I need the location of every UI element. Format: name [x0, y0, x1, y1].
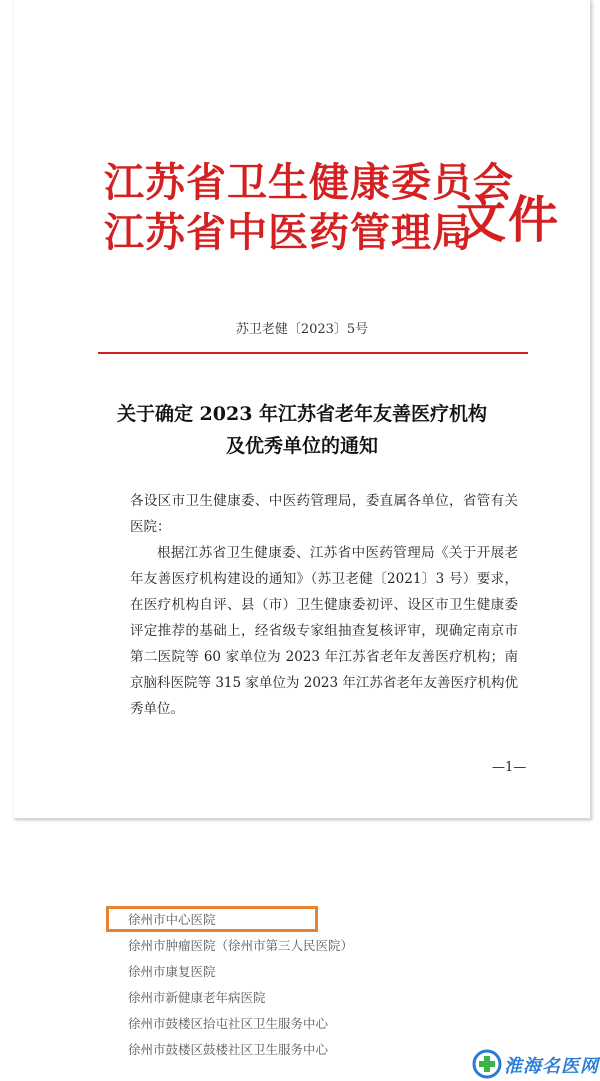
title-line-2: 及优秀单位的通知	[225, 435, 378, 457]
page-number: —1—	[492, 760, 527, 775]
issuer-line-2: 江苏省中医药管理局	[104, 209, 473, 256]
list-item: 徐州市中心医院	[128, 912, 216, 927]
body-paragraph: 根据江苏省卫生健康委、江苏省中医药管理局《关于开展老年友善医疗机构建设的通知》（苏卫老健〔2021〕3 号）要求，在医疗机构自评、县（市）卫生健康委初评、设区市卫生健康委评定推荐的基础上，经省级专家组抽查复核评审，现确定南京市第二医院等 60 家单位为 2023 年江苏省老年友善医疗机构；南京脑科医院等 315 家单位为 2023 年江苏省老年友善医疗机构优秀单位。	[130, 545, 518, 717]
list-item: 徐州市鼓楼区鼓楼社区卫生服务中心	[128, 1042, 329, 1057]
document-number: 苏卫老健〔2023〕5号	[235, 322, 369, 337]
list-item: 徐州市康复医院	[128, 964, 216, 979]
list-item: 徐州市鼓楼区拾屯社区卫生服务中心	[128, 1016, 329, 1031]
list-item: 徐州市新健康老年病医院	[128, 990, 266, 1005]
document-word: 文件	[456, 190, 560, 249]
document-body	[130, 488, 518, 722]
watermark-text: 淮海名医网	[504, 1056, 599, 1077]
issuer-names	[104, 158, 514, 258]
addressee: 各设区市卫生健康委、中医药管理局，委直属各单位，省管有关医院：	[130, 493, 518, 535]
medical-cross-logo-icon	[470, 1046, 504, 1080]
red-divider	[98, 352, 528, 354]
issuer-line-1: 江苏省卫生健康委员会	[104, 159, 514, 206]
watermark	[470, 1046, 598, 1080]
hospital-list	[128, 907, 353, 1063]
document-title	[14, 398, 590, 462]
document-header	[104, 158, 560, 298]
document-page	[14, 0, 591, 819]
title-line-1: 关于确定 2023 年江苏省老年友善医疗机构	[116, 403, 488, 425]
list-item: 徐州市肿瘤医院（徐州市第三人民医院）	[128, 938, 354, 953]
